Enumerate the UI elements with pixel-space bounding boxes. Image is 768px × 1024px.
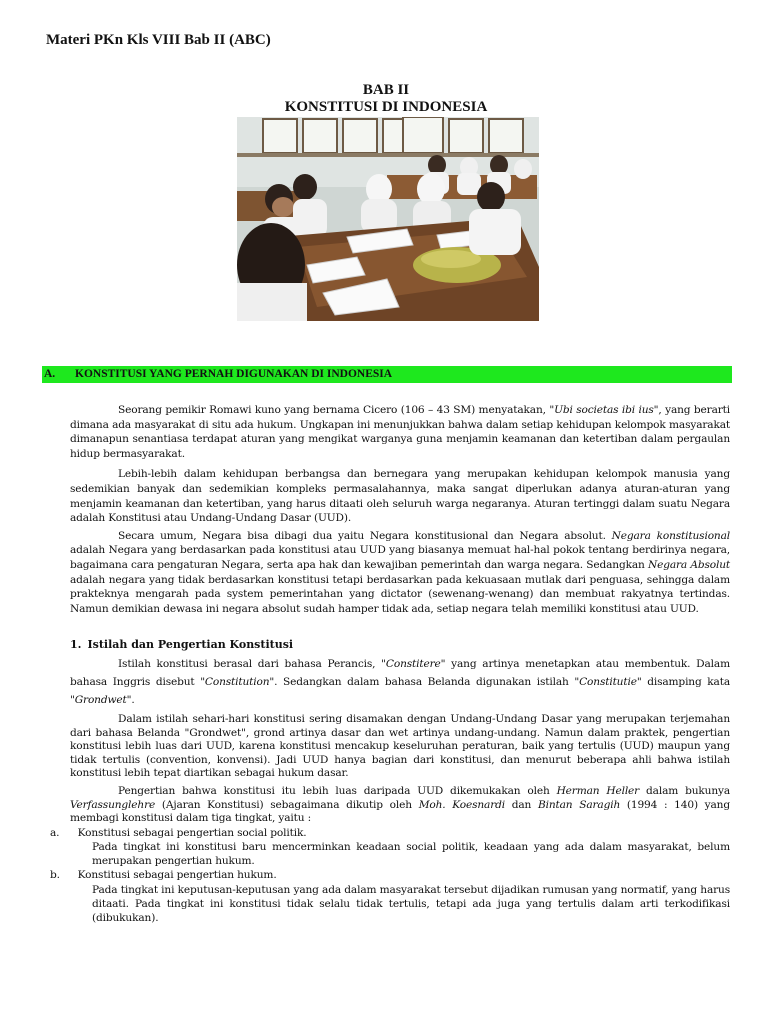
term-italic: Negara konstitusional <box>611 529 730 542</box>
text-run: Istilah konstitusi berasal dari bahasa Perancis, <box>118 658 382 670</box>
term-italic: "Constitution" <box>200 676 275 688</box>
section-a-heading <box>42 366 732 383</box>
term-italic: "Constitutie" <box>574 676 642 688</box>
text-run: disamping kata <box>641 676 730 688</box>
text-run: Pengertian bahwa konstitusi itu lebih luas daripada UUD dikemukakan oleh <box>118 784 557 797</box>
text-run: yang artinya menetapkan atau membentuk. Dalam bahasa Inggris disebut <box>70 658 730 688</box>
term-italic: "Grondwet" <box>70 694 132 706</box>
list-item-title: Konstitusi sebagai pengertian social politik. <box>77 826 307 839</box>
text-run: Seorang pemikir Romawi kuno yang bernama Cicero (106 – 43 SM) menyatakan, <box>118 404 550 416</box>
text-run: . <box>131 694 135 706</box>
chapter-number: BAB II <box>362 82 410 98</box>
chapter-title-block <box>0 82 768 116</box>
section-a-letter: A. <box>44 368 56 380</box>
subsection-1-body <box>50 655 730 925</box>
term-italic: Negara Absolut <box>647 558 730 571</box>
name-italic: Bintan Saragih <box>537 798 621 811</box>
list-marker: b. <box>50 869 60 882</box>
name-italic: Moh. Koesnardi <box>418 798 505 811</box>
section-a-body <box>70 403 730 616</box>
text-run: , yang berarti dimana ada masyarakat di situ ada hukum. Ungkapan ini menunjukkan bahwa dalam setiap kehidupan kelompok masyarakat dimanapun senantiasa terdapat aturan yang mengikat warganya guna menjamin keamanan dan ketertiban dalam pergaulan hidup bermasyarakat. <box>70 404 731 460</box>
subsection-title: Istilah dan Pengertian Konstitusi <box>87 638 294 651</box>
chapter-title: KONSTITUSI DI INDONESIA <box>284 99 488 115</box>
text-run: adalah Negara yang berdasarkan pada konstitusi atau UUD yang biasanya memuat hal-hal pokok tentang berdirinya negara, bagaimana cara pengaturan Negara, serta apa hak dan kewajiban pemerintah dan warga negara. Sedangkan <box>70 544 730 571</box>
term-italic: "Constitere" <box>381 658 446 670</box>
text-run: adalah negara yang tidak berdasarkan konstitusi tetapi berdasarkan pada kekuasaan mutlak dari penguasa, sehingga dalam prakteknya mengarah pada system pemerintahan yang dictator (sewenang-wenang) dan membuat rakyatnya tertindas. Namun demikian dewasa ini negara absolut sudah hamper tidak ada, setiap negara telah memiliki konstitusi atau UUD. <box>70 573 730 615</box>
paragraph <box>70 785 730 826</box>
section-a-title: KONSTITUSI YANG PERNAH DIGUNAKAN DI INDONESIA <box>75 368 393 380</box>
title-italic: Verfassunglehre <box>70 798 156 811</box>
list-item-label <box>50 868 730 882</box>
text-run: dalam bukunya <box>639 784 730 797</box>
quote-latin: "Ubi societas ibi ius" <box>549 404 659 416</box>
text-run: (1994 : 140) yang membagi konstitusi dalam tiga tingkat, yaitu : <box>70 798 730 825</box>
classroom-photo-icon <box>237 117 539 321</box>
classroom-photo <box>237 117 539 321</box>
name-italic: Herman Heller <box>556 784 640 797</box>
text-run: dan <box>505 798 538 811</box>
paragraph <box>70 403 730 461</box>
paragraph: Lebih-lebih dalam kehidupan berbangsa dan bernegara yang merupakan kehidupan kelompok manusia yang sedemikian banyak dan sedemikian kompleks permasalahannya, maka sangat diperlukan adanya aturan-aturan yang menjamin keamanan dan ketertiban, yang harus ditaati oleh seluruh warga negaranya. Aturan tertinggi dalam suatu Negara adalah Konstitusi atau Undang-Undang Dasar (UUD). <box>70 468 730 525</box>
list-marker: a. <box>50 826 60 839</box>
list-item-label <box>50 826 730 840</box>
list-item-title: Konstitusi sebagai pengertian hukum. <box>77 869 277 882</box>
definition-list <box>50 826 730 925</box>
paragraph: Dalam istilah sehari-hari konstitusi sering disamakan dengan Undang-Undang Dasar yang merupakan terjemahan dari bahasa Belanda "Grondwet", grond artinya dasar dan wet artinya undang-undang. Namun dalam praktek, pengertian konstitusi lebih luas dari UUD, karena konstitusi mencakup keseluruhan peraturan, baik yang tertulis (UUD) maupun yang tidak tertulis (convention, konvensi). Jadi UUD hanya bagian dari konstitusi, dan menurut beberapa ahli bahwa istilah konstitusi lebih tepat diartikan sebagai hukum dasar. <box>70 713 730 780</box>
text-run: (Ajaran Konstitusi) sebagaimana dikutip oleh <box>155 798 419 811</box>
text-run: . Sedangkan dalam bahasa Belanda digunakan istilah <box>274 676 575 688</box>
text-run: Secara umum, Negara bisa dibagi dua yaitu Negara konstitusional dan Negara absolut. <box>118 529 612 542</box>
list-item-body: Pada tingkat ini konstitusi baru mencerminkan keadaan social politik, keadaan yang ada dalam masyarakat, belum merupakan pengertian hukum. <box>92 840 730 868</box>
paragraph <box>70 655 730 709</box>
subsection-number: 1. <box>70 638 82 651</box>
paragraph <box>70 529 730 617</box>
subsection-1-heading <box>70 638 293 651</box>
list-item-body: Pada tingkat ini keputusan-keputusan yang ada dalam masyarakat tersebut dijadikan rumusan yang normatif, yang harus ditaati. Pada tingkat ini konstitusi tidak selalu tidak tertulis, tetapi ada juga yang tertulis dalam arti terkodifikasi (dibukukan). <box>92 883 730 924</box>
document-header: Materi PKn Kls VIII Bab II (ABC) <box>46 32 271 48</box>
